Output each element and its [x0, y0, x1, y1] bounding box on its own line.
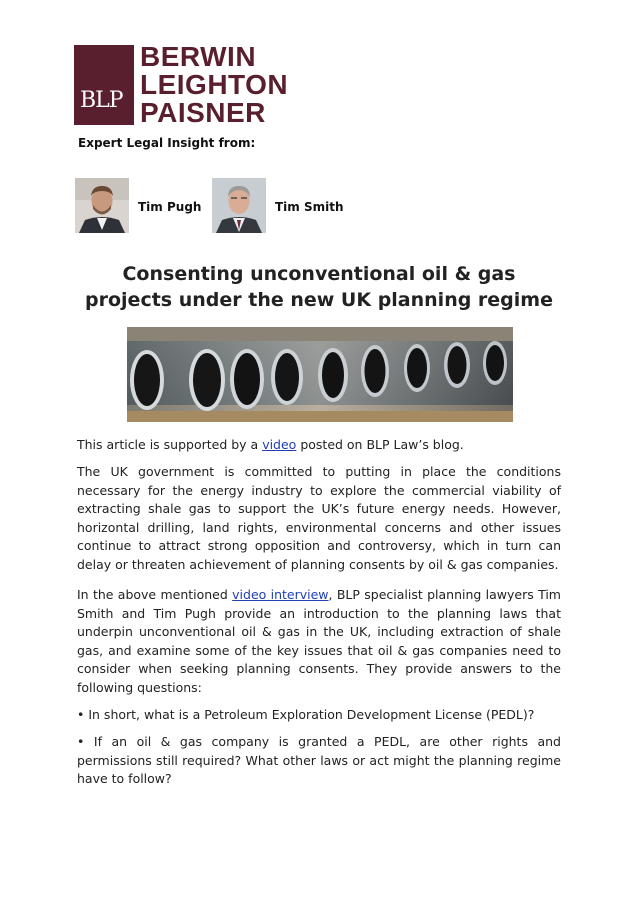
author-name: Tim Pugh: [138, 200, 202, 214]
article-title: Consenting unconventional oil & gas projects under the new UK planning regime: [85, 263, 553, 311]
video-link[interactable]: video: [262, 437, 297, 452]
firm-logo: [74, 43, 306, 127]
video-interview-link[interactable]: video interview: [232, 587, 329, 602]
logo-monogram: BLP: [80, 88, 123, 113]
question-bullet-2: • If an oil & gas company is granted a PEDL, are other rights and permissions still required? What other laws or act might the planning regime have to follow?: [77, 734, 561, 787]
pipes-image: [127, 327, 513, 422]
question-bullet-1: • In short, what is a Petroleum Exploration Development License (PEDL)?: [77, 707, 535, 722]
logo-wordmark: [140, 43, 288, 127]
body-paragraph-2: In the above mentioned video interview, BLP specialist planning lawyers Tim Smith and Tim Pugh provide an introduction to the planning laws that underpin unconventional oil & gas in the UK, including extraction of shale gas, and examine some of the key issues that oil & gas companies need to consider when seeking planning consents. They provide answers to the following questions:: [77, 587, 561, 695]
author-name: Tim Smith: [275, 200, 344, 214]
insight-label: Expert Legal Insight from:: [78, 136, 256, 150]
author-photo: [212, 178, 266, 233]
body-paragraph-1: The UK government is committed to putting in place the conditions necessary for the energy industry to explore the commercial viability of extracting shale gas to support the UK’s future energy needs. However, horizontal drilling, land rights, environmental concerns and other issues continue to attract strong opposition and controversy, which in turn can delay or threaten achievement of planning consents by oil & gas companies.: [77, 464, 561, 572]
logo-monogram-box: [74, 45, 134, 125]
intro-paragraph: This article is supported by a video posted on BLP Law’s blog.: [77, 437, 464, 452]
author-photo: [75, 178, 129, 233]
logo-line-1: BERWIN: [140, 41, 257, 72]
logo-line-2: LEIGHTON: [140, 69, 289, 100]
pipe-row: [127, 341, 513, 411]
logo-line-3: PAISNER: [140, 97, 266, 128]
